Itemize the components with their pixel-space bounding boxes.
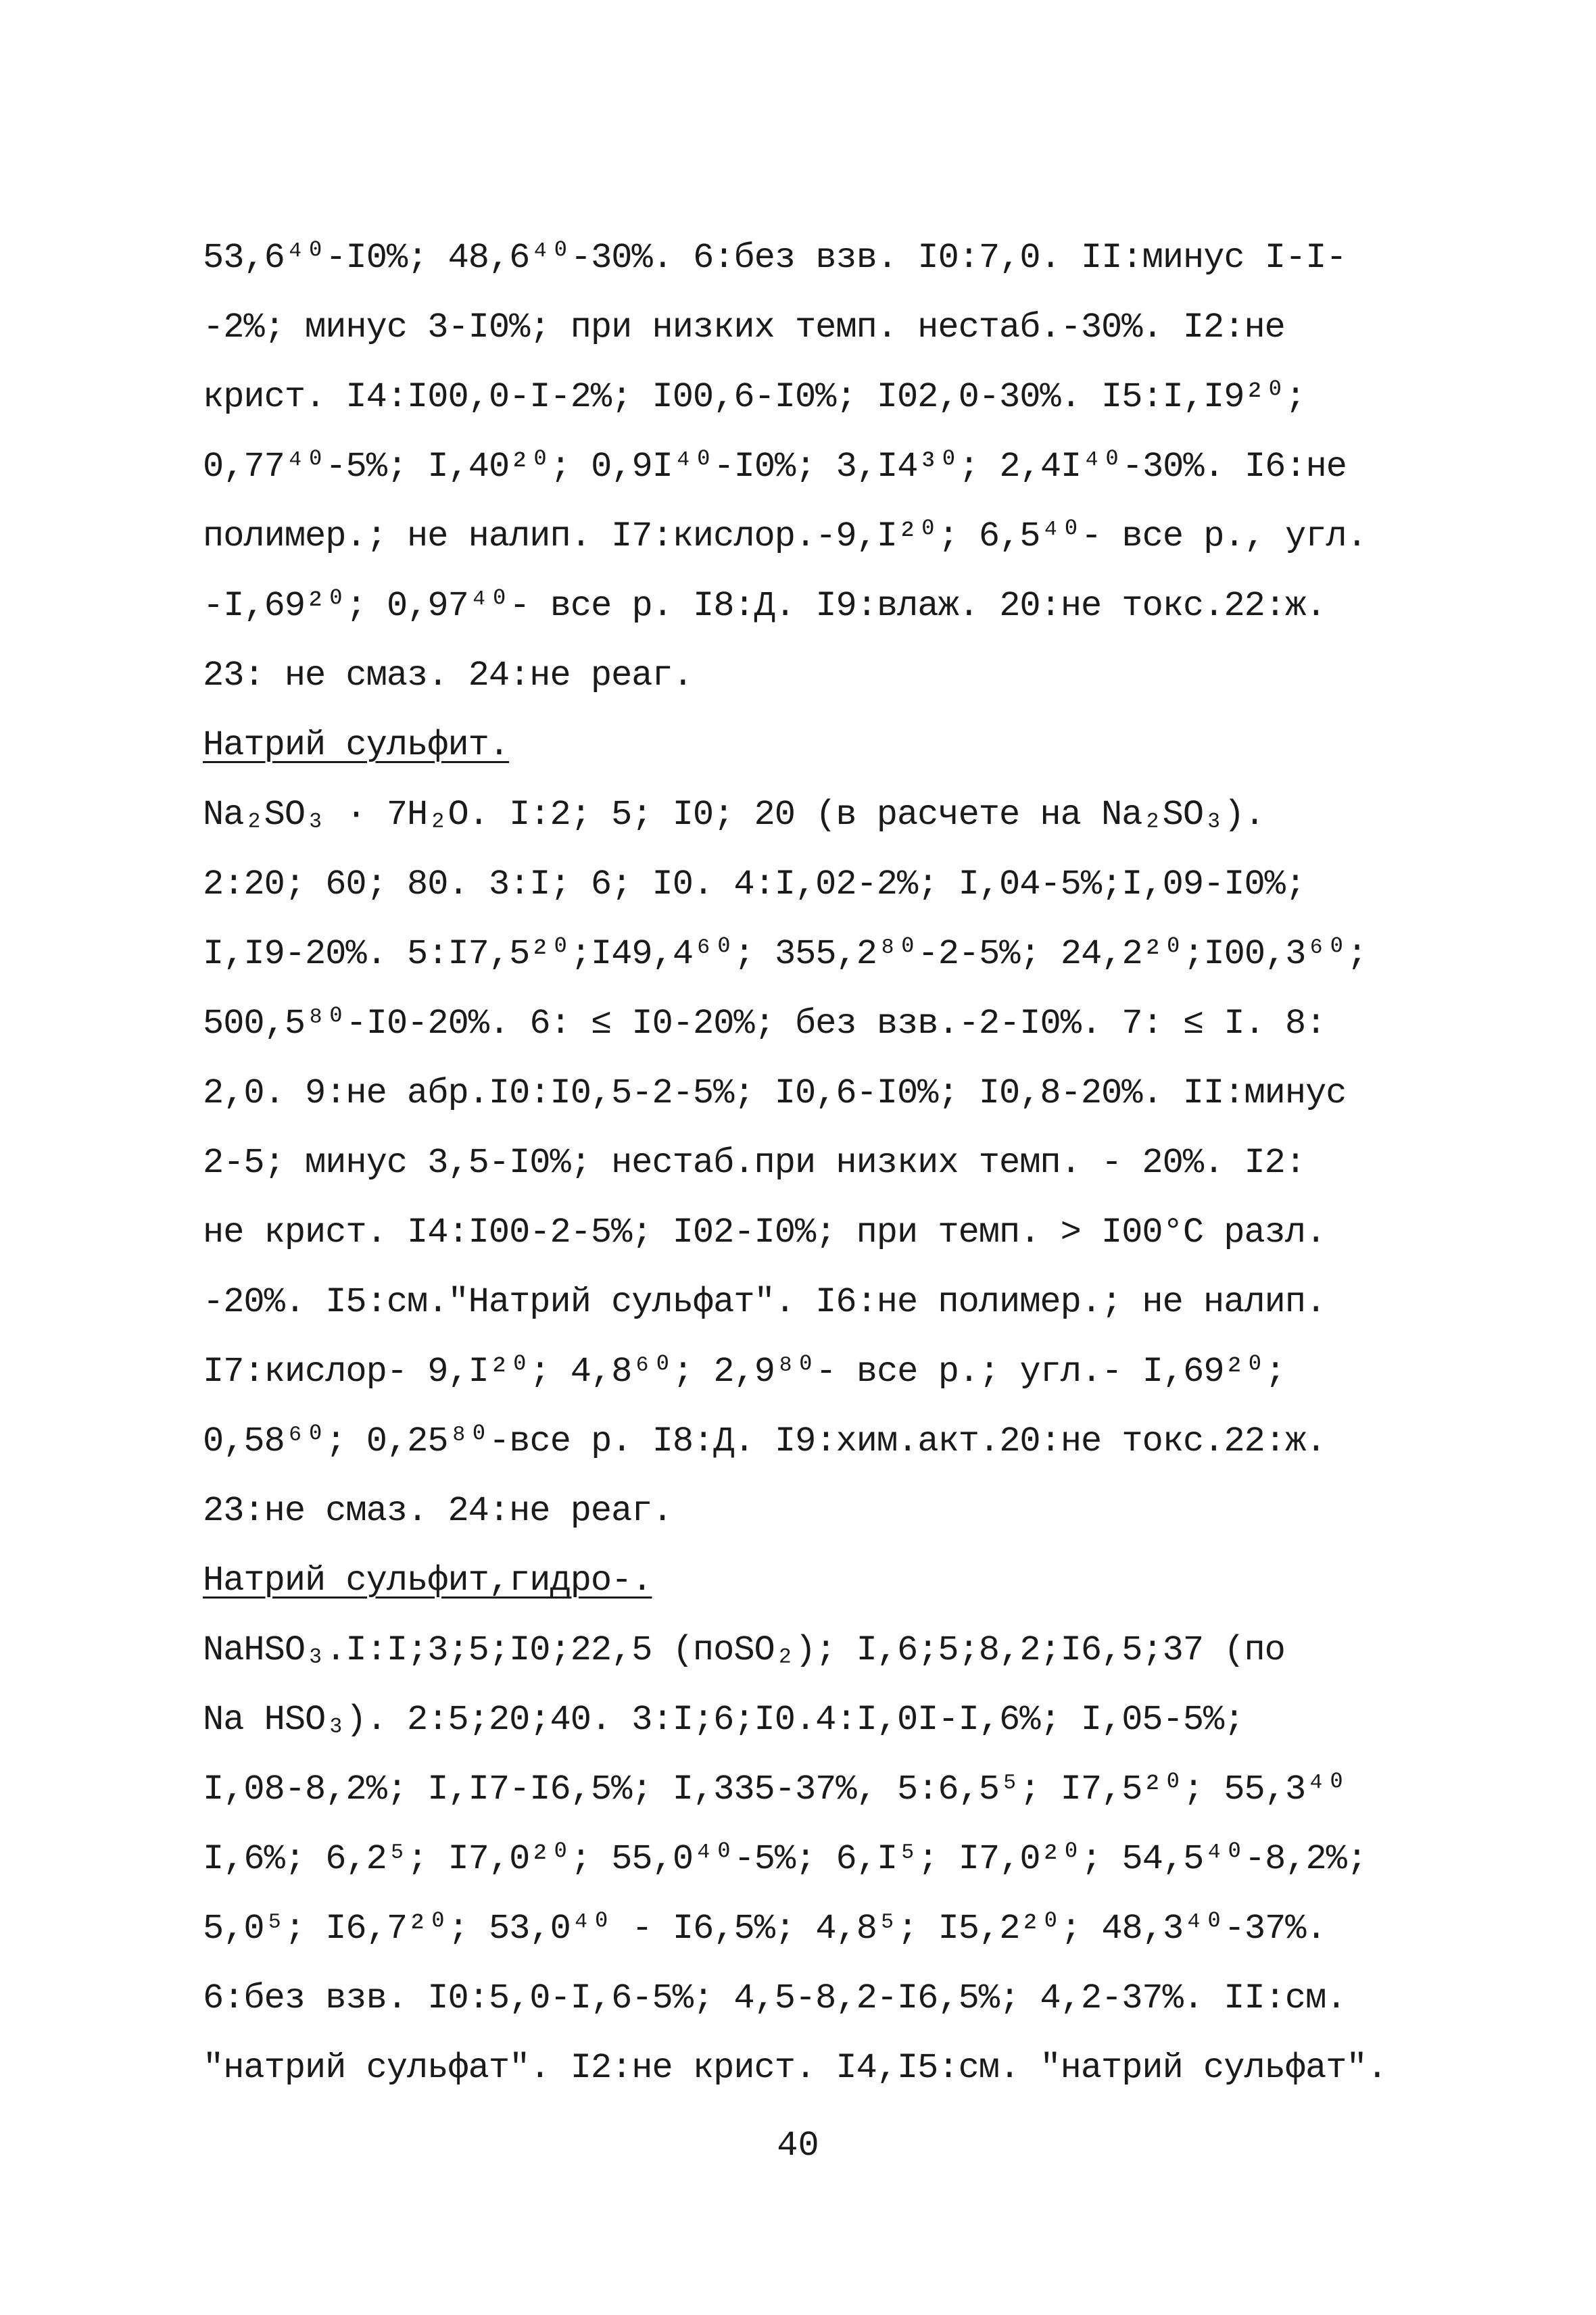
text-line: 0,77⁴⁰-5%; I,40²⁰; 0,9I⁴⁰-I0%; 3,I4³⁰; 2,4I⁴⁰-30%. I6:не — [203, 447, 1347, 487]
text-line: 2,0. 9:не абр.I0:I0,5-2-5%; I0,6-I0%; I0,8-20%. II:минус — [203, 1073, 1347, 1113]
text-line: 6:без взв. I0:5,0-I,6-5%; 4,5-8,2-I6,5%; 4,2-37%. II:см. — [203, 1978, 1347, 2018]
text-line: NaHSO₃.I:I;3;5;I0;22,5 (поSO₂); I,6;5;8,2;I6,5;37 (по — [203, 1630, 1285, 1670]
text-line: 23:не смаз. 24:не реаг. — [203, 1491, 673, 1531]
section-sodium-hydrosulfite — [203, 1546, 1440, 2103]
text-line: не крист. I4:I00-2-5%; I02-I0%; при темп. > I00°C разл. — [203, 1213, 1326, 1252]
text-line: 2:20; 60; 80. 3:I; 6; I0. 4:I,02-2%; I,04-5%;I,09-I0%; — [203, 864, 1306, 904]
text-line: полимер.; не налип. I7:кислор.-9,I²⁰; 6,5⁴⁰- все р., угл. — [203, 516, 1367, 556]
text-line: I,6%; 6,2⁵; I7,0²⁰; 55,0⁴⁰-5%; 6,I⁵; I7,0²⁰; 54,5⁴⁰-8,2%; — [203, 1839, 1368, 1879]
text-line: I7:кислор- 9,I²⁰; 4,8⁶⁰; 2,9⁸⁰- все р.; угл.- I,69²⁰; — [203, 1352, 1286, 1392]
text-line: 0,58⁶⁰; 0,25⁸⁰-все р. I8:Д. I9:хим.акт.20:не токс.22:ж. — [203, 1421, 1326, 1461]
text-line: -20%. I5:см."Натрий сульфат". I6:не полимер.; не налип. — [203, 1282, 1326, 1322]
section-sodium-sulfite — [203, 710, 1440, 1546]
text-line: Na HSO₃). 2:5;20;40. 3:I;6;I0.4:I,0I-I,6%; I,05-5%; — [203, 1700, 1244, 1740]
text-line: "натрий сульфат". I2:не крист. I4,I5:см. "натрий сульфат". — [203, 2048, 1387, 2088]
text-line: -2%; минус 3-I0%; при низких темп. нестаб.-30%. I2:не — [203, 308, 1285, 347]
section-continuation — [203, 223, 1440, 710]
section-heading: Натрий сульфит. — [203, 725, 510, 765]
text-line: Na₂SO₃ · 7H₂O. I:2; 5; I0; 20 (в расчете на Na₂SO₃). — [203, 795, 1265, 835]
text-line: 5,0⁵; I6,7²⁰; 53,0⁴⁰ - I6,5%; 4,8⁵; I5,2²⁰; 48,3⁴⁰-37%. — [203, 1909, 1326, 1949]
text-line: крист. I4:I00,0-I-2%; I00,6-I0%; I02,0-30%. I5:I,I9²⁰; — [203, 377, 1306, 417]
text-line: 500,5⁸⁰-I0-20%. 6: ≤ I0-20%; без взв.-2-I0%. 7: ≤ I. 8: — [203, 1004, 1326, 1044]
section-heading: Натрий сульфит,гидро-. — [203, 1561, 652, 1601]
text-line: I,I9-20%. 5:I7,5²⁰;I49,4⁶⁰; 355,2⁸⁰-2-5%; 24,2²⁰;I00,3⁶⁰; — [203, 934, 1368, 974]
page-body — [203, 223, 1440, 2103]
text-line: -I,69²⁰; 0,97⁴⁰- все р. I8:Д. I9:влаж. 20:не токс.22:ж. — [203, 586, 1326, 626]
text-line: I,08-8,2%; I,I7-I6,5%; I,335-37%, 5:6,5⁵; I7,5²⁰; 55,3⁴⁰ — [203, 1770, 1347, 1809]
page-number: 40 — [777, 2126, 819, 2166]
text-line: 2-5; минус 3,5-I0%; нестаб.при низких темп. - 20%. I2: — [203, 1143, 1306, 1183]
text-line: 53,6⁴⁰-I0%; 48,6⁴⁰-30%. 6:без взв. I0:7,0. II:минус I-I- — [203, 238, 1347, 278]
text-line: 23: не смаз. 24:не реаг. — [203, 656, 693, 696]
